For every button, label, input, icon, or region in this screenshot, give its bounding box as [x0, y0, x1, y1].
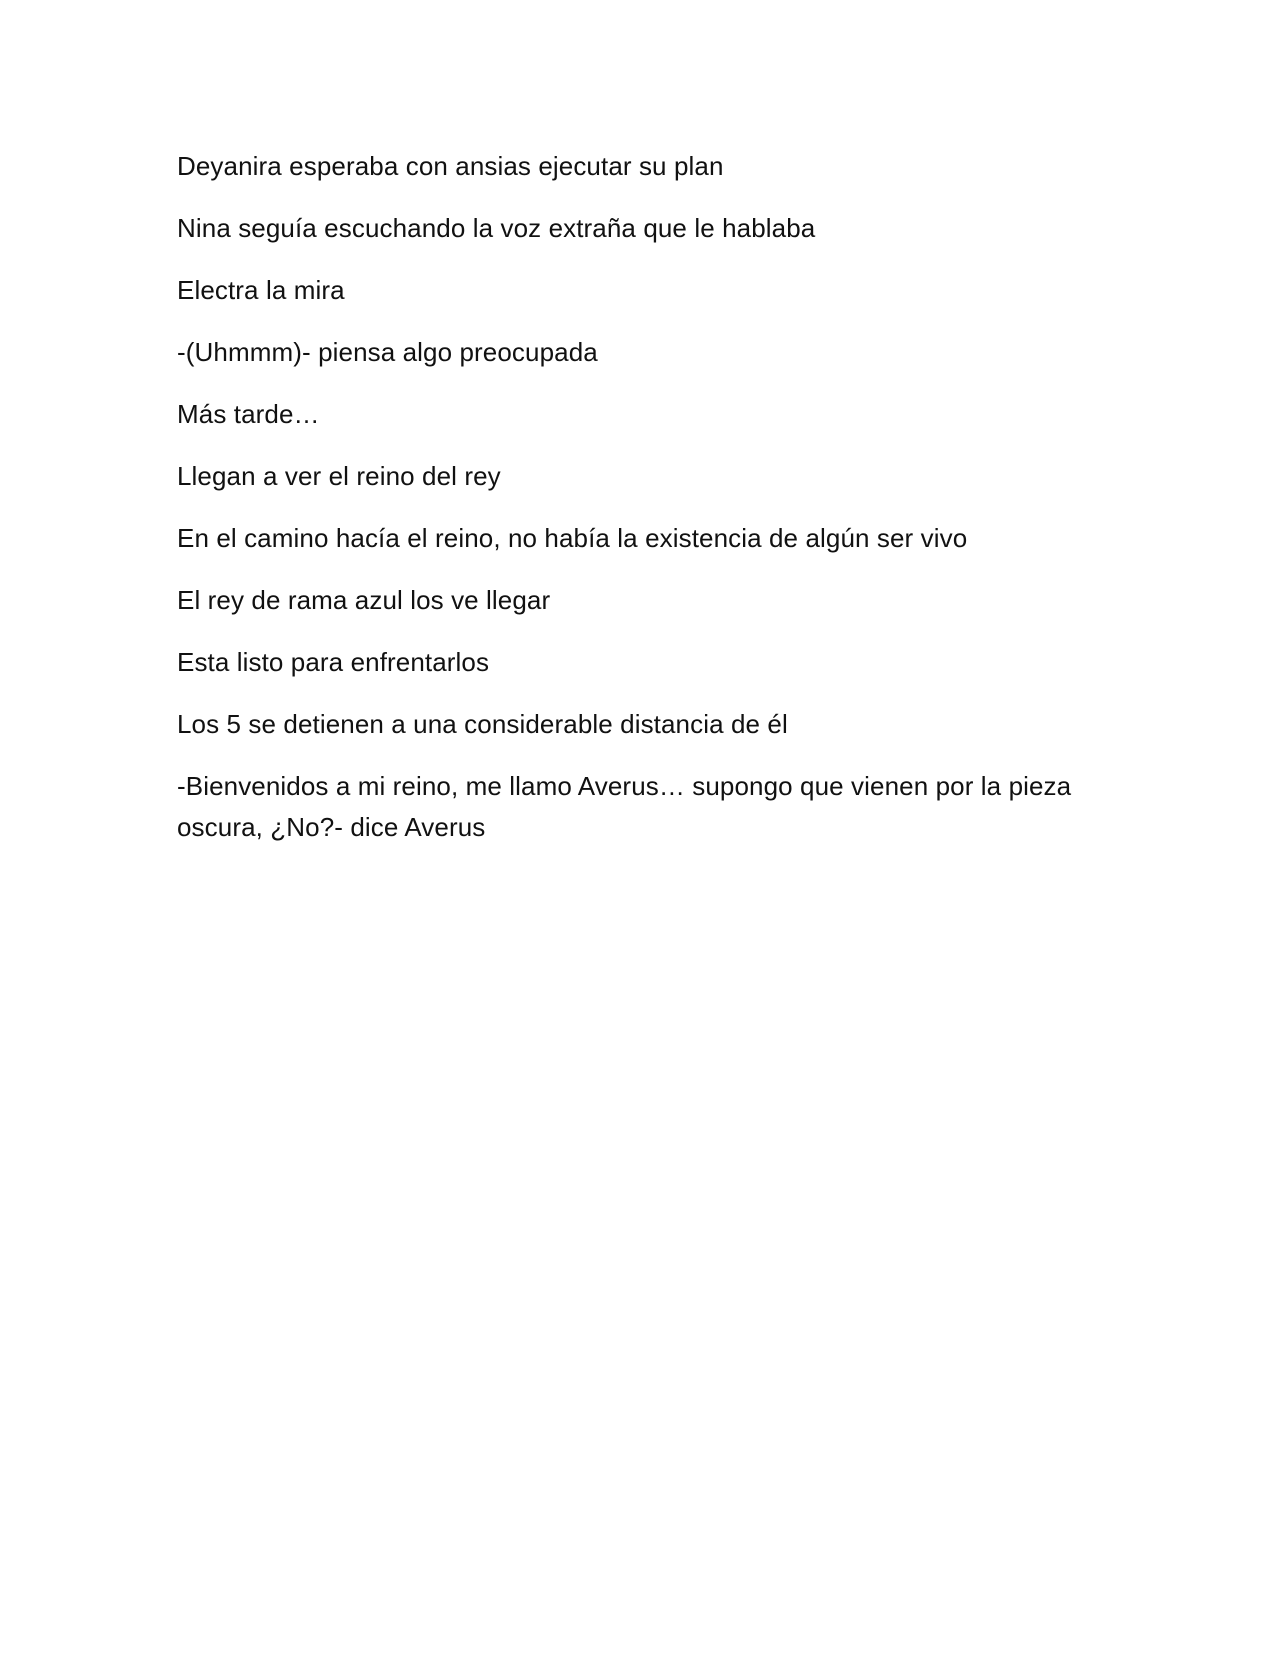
paragraph: Llegan a ver el reino del rey	[177, 461, 501, 491]
document-body	[177, 146, 1097, 869]
paragraph: Electra la mira	[177, 275, 345, 305]
paragraph: El rey de rama azul los ve llegar	[177, 585, 551, 615]
paragraph: -(Uhmmm)- piensa algo preocupada	[177, 337, 598, 367]
paragraph: Más tarde…	[177, 399, 320, 429]
paragraph: -Bienvenidos a mi reino, me llamo Averus… supongo que vienen por la pieza oscura, ¿No?- dice Averus	[177, 771, 1072, 842]
paragraph: Los 5 se detienen a una considerable distancia de él	[177, 709, 788, 739]
paragraph: Nina seguía escuchando la voz extraña que le hablaba	[177, 213, 816, 243]
paragraph: Deyanira esperaba con ansias ejecutar su plan	[177, 151, 724, 181]
paragraph: Esta listo para enfrentarlos	[177, 647, 490, 677]
paragraph: En el camino hacía el reino, no había la existencia de algún ser vivo	[177, 523, 968, 553]
